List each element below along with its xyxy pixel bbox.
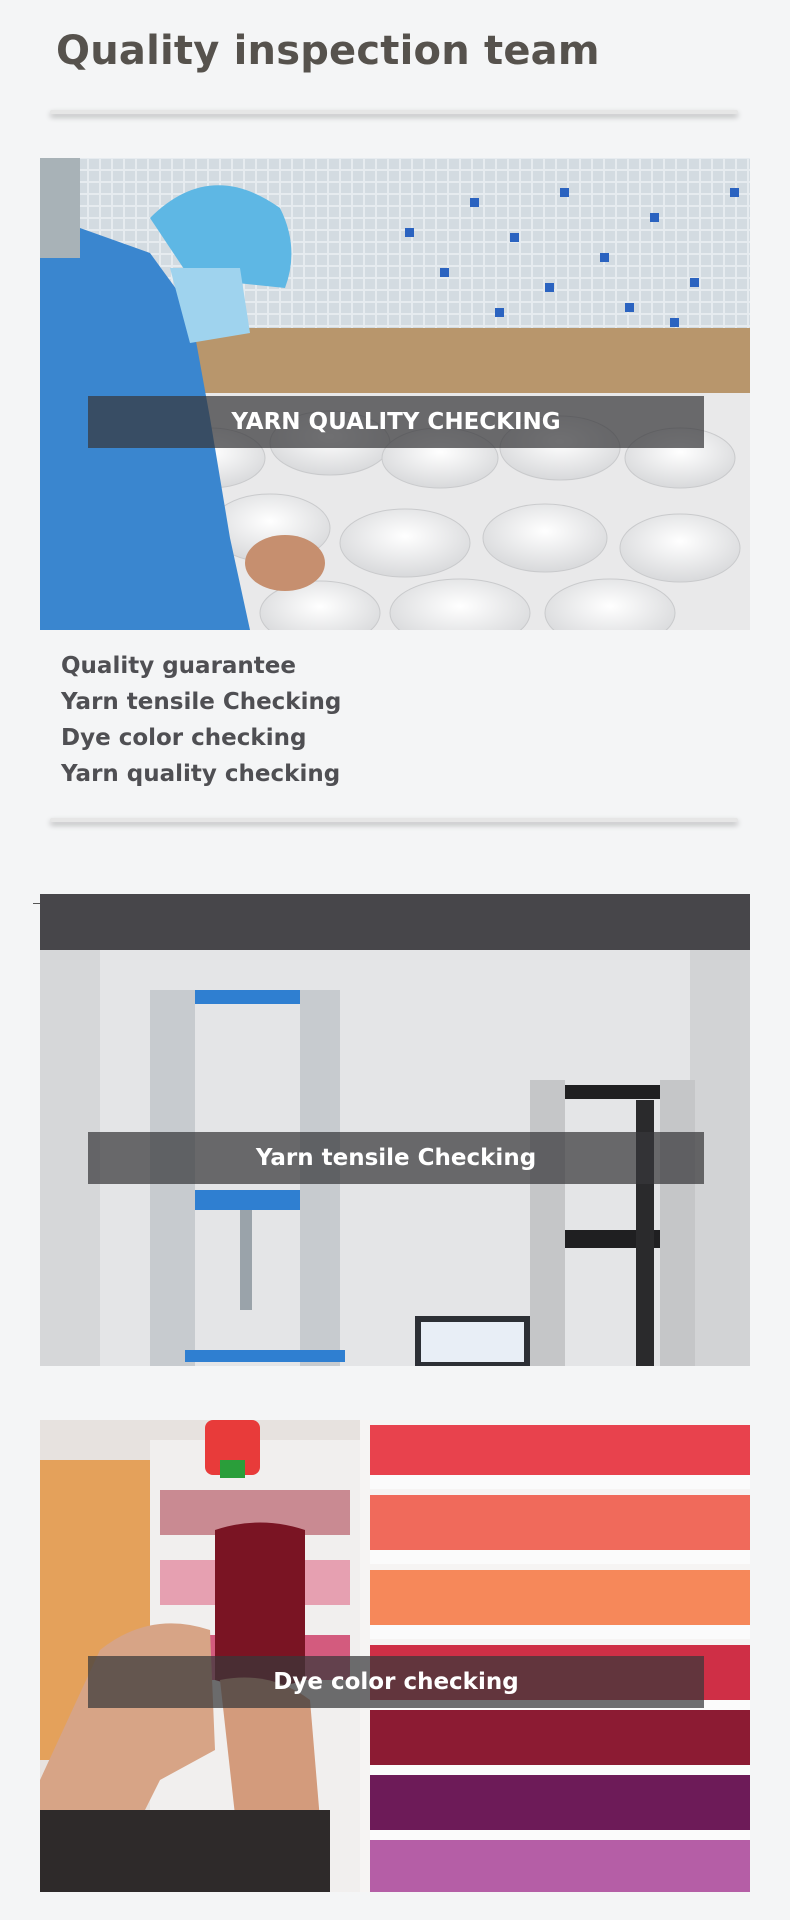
photo-caption: YARN QUALITY CHECKING — [88, 396, 704, 448]
feature-item: Yarn quality checking — [61, 761, 341, 787]
title-divider — [50, 110, 738, 114]
tensile-photo — [40, 950, 750, 1366]
section-divider — [50, 818, 738, 822]
page-title: Quality inspection team — [56, 28, 600, 74]
yarn-quality-photo — [40, 158, 750, 630]
photo-caption: Yarn tensile Checking — [88, 1132, 704, 1184]
photo-caption: Dye color checking — [88, 1656, 704, 1708]
feature-item: Dye color checking — [61, 725, 307, 751]
feature-item: Quality guarantee — [61, 653, 296, 679]
feature-item: Yarn tensile Checking — [61, 689, 342, 715]
section-header-bar — [40, 894, 750, 950]
yarn-quality-image — [40, 158, 750, 630]
feature-list — [61, 648, 341, 792]
dye-color-photo — [40, 1420, 750, 1892]
